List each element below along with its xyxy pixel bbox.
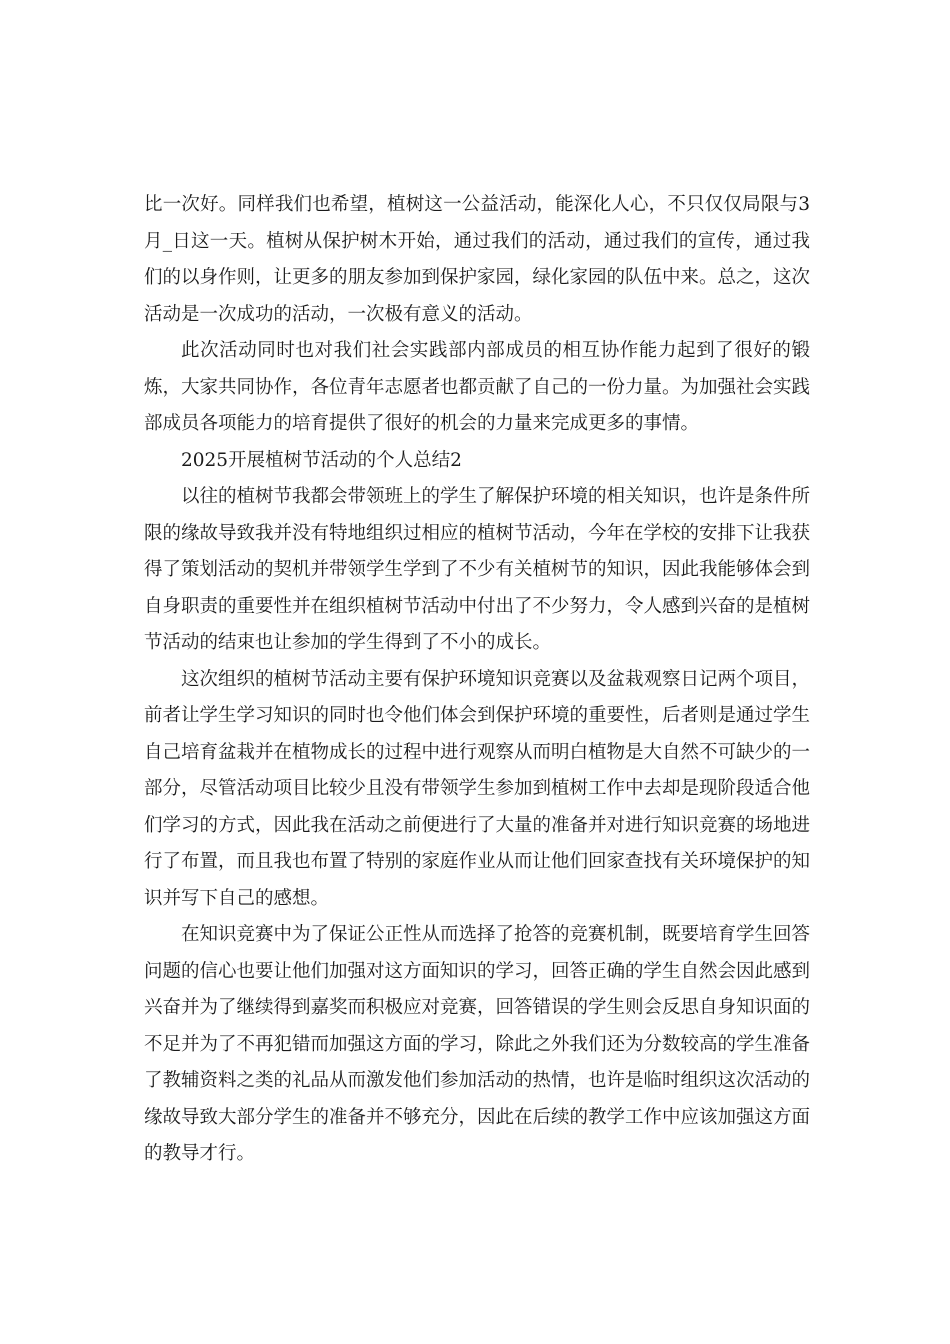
document-body — [144, 187, 810, 1173]
paragraph-continuation: 比一次好。同样我们也希望，植树这一公益活动，能深化人心，不只仅仅局限与3月_日这一天。植树从保护树木开始，通过我们的活动，通过我们的宣传，通过我们的以身作则，让更多的朋友参加到保护家园，绿化家园的队伍中来。总之，这次活动是一次成功的活动，一次极有意义的活动。 — [144, 194, 811, 325]
paragraph: 以往的植树节我都会带领班上的学生了解保护环境的相关知识，也许是条件所限的缘故导致我并没有特地组织过相应的植树节活动，今年在学校的安排下让我获得了策划活动的契机并带领学生学到了不少有关植树节的知识，因此我能够体会到自身职责的重要性并在组织植树节活动中付出了不少努力，令人感到兴奋的是植树节活动的结束也让参加的学生得到了不小的成长。 — [144, 486, 811, 653]
paragraph: 此次活动同时也对我们社会实践部内部成员的相互协作能力起到了很好的锻炼，大家共同协作，各位青年志愿者也都贡献了自己的一份力量。为加强社会实践部成员各项能力的培育提供了很好的机会的力量来完成更多的事情。 — [144, 340, 811, 434]
paragraph: 在知识竞赛中为了保证公正性从而选择了抢答的竞赛机制，既要培育学生回答问题的信心也要让他们加强对这方面知识的学习，回答正确的学生自然会因此感到兴奋并为了继续得到嘉奖而积极应对竞赛，回答错误的学生则会反思自身知识面的不足并为了不再犯错而加强这方面的学习，除此之外我们还为分数较高的学生准备了教辅资料之类的礼品从而激发他们参加活动的热情，也许是临时组织这次活动的缘故导致大部分学生的准备并不够充分，因此在后续的教学工作中应该加强这方面的教导才行。 — [144, 924, 811, 1164]
paragraph: 这次组织的植树节活动主要有保护环境知识竞赛以及盆栽观察日记两个项目，前者让学生学习知识的同时也令他们体会到保护环境的重要性，后者则是通过学生自己培育盆栽并在植物成长的过程中进行观察从而明白植物是大自然不可缺少的一部分，尽管活动项目比较少且没有带领学生参加到植树工作中去却是现阶段适合他们学习的方式，因此我在活动之前便进行了大量的准备并对进行知识竞赛的场地进行了布置，而且我也布置了特别的家庭作业从而让他们回家查找有关环境保护的知识并写下自己的感想。 — [144, 668, 811, 909]
section-heading: 2025开展植树节活动的个人总结2 — [181, 449, 462, 471]
